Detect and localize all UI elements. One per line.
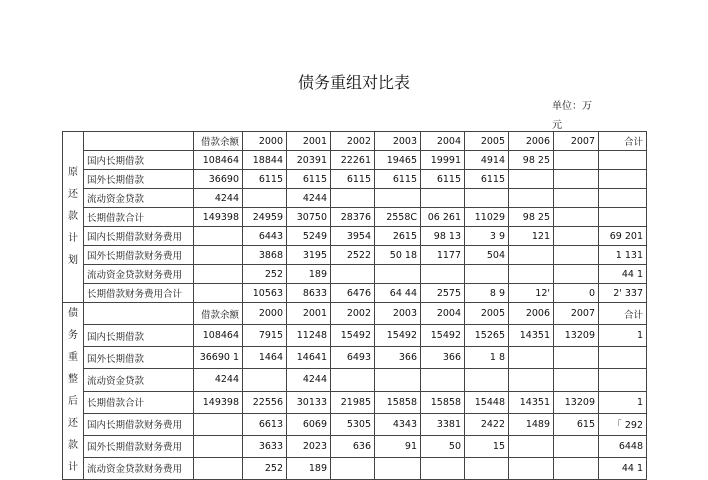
table-cell: [421, 265, 465, 284]
table-cell: 5249: [287, 227, 331, 246]
header-cell: 借款余额: [194, 132, 243, 151]
table-cell: 366: [421, 347, 465, 369]
header-cell: 合计: [599, 132, 647, 151]
table-cell: 3868: [243, 246, 287, 265]
table-cell: 6115: [375, 170, 421, 189]
table-cell: 6493: [331, 347, 375, 369]
table-cell: 504: [465, 246, 509, 265]
header-cell: 2003: [375, 132, 421, 151]
header-cell: 2004: [421, 303, 465, 325]
table-cell: [554, 369, 599, 391]
table-cell: 1464: [243, 347, 287, 369]
table-cell: 13209: [554, 391, 599, 413]
table-cell: [554, 189, 599, 208]
row-label: 国外长期借款: [84, 170, 194, 189]
table-row: [63, 413, 647, 435]
table-cell: [331, 457, 375, 479]
table-cell: 3381: [421, 413, 465, 435]
table-cell: 19465: [375, 151, 421, 170]
table-row: [63, 227, 647, 246]
table-row: [63, 435, 647, 457]
table-cell: 8633: [287, 284, 331, 303]
header-cell: 2007: [554, 132, 599, 151]
header-cell: 2002: [331, 303, 375, 325]
table-cell: 98 25: [509, 151, 554, 170]
table-cell: [375, 369, 421, 391]
table-cell: [509, 246, 554, 265]
table-row: [63, 246, 647, 265]
table-cell: 15858: [421, 391, 465, 413]
header-cell: 2002: [331, 132, 375, 151]
table-cell: 0: [554, 284, 599, 303]
table-cell: 50 18: [375, 246, 421, 265]
table-cell: [554, 265, 599, 284]
table-cell: 12': [509, 284, 554, 303]
row-label: 流动资金贷款: [84, 369, 194, 391]
row-label: 国外长期借款财务费用: [84, 246, 194, 265]
table-cell: 149398: [194, 391, 243, 413]
table-cell: 4244: [287, 189, 331, 208]
table-cell: [554, 246, 599, 265]
table-cell: [331, 369, 375, 391]
table-cell: [194, 284, 243, 303]
table-cell: [554, 227, 599, 246]
table-cell: 6115: [331, 170, 375, 189]
table-cell: 14641: [287, 347, 331, 369]
restructured-plan-table: [62, 302, 647, 480]
table-row: [63, 284, 647, 303]
table-cell: 1: [599, 325, 647, 347]
table-cell: 189: [287, 265, 331, 284]
header-cell: 2006: [509, 303, 554, 325]
table-cell: 6476: [331, 284, 375, 303]
table-cell: 15492: [421, 325, 465, 347]
table-cell: 149398: [194, 208, 243, 227]
table-cell: [421, 457, 465, 479]
table-row: [63, 265, 647, 284]
header-row: [63, 132, 647, 151]
table-cell: 11248: [287, 325, 331, 347]
table-cell: 6115: [421, 170, 465, 189]
table-cell: 22261: [331, 151, 375, 170]
table-cell: [421, 189, 465, 208]
table-cell: [509, 369, 554, 391]
original-plan-table: [62, 131, 647, 303]
table-row: [63, 369, 647, 391]
table-cell: 1489: [509, 413, 554, 435]
table-cell: 2422: [465, 413, 509, 435]
header-cell: 借款余额: [194, 303, 243, 325]
table-cell: [509, 189, 554, 208]
row-label: 流动资金贷款财务费用: [84, 265, 194, 284]
table-cell: 6613: [243, 413, 287, 435]
table-cell: 15265: [465, 325, 509, 347]
table-cell: 69 201: [599, 227, 647, 246]
table-cell: 366: [375, 347, 421, 369]
table-row: [63, 347, 647, 369]
table-cell: [331, 265, 375, 284]
row-label: 长期借款合计: [84, 208, 194, 227]
table-row: [63, 189, 647, 208]
table-cell: [599, 369, 647, 391]
table-cell: 636: [331, 435, 375, 457]
table-cell: 3195: [287, 246, 331, 265]
header-cell: 2003: [375, 303, 421, 325]
table-cell: [554, 457, 599, 479]
table-cell: 3633: [243, 435, 287, 457]
table-cell: [375, 189, 421, 208]
table-row: [63, 457, 647, 479]
table-cell: [194, 457, 243, 479]
table-cell: 64 44: [375, 284, 421, 303]
table-cell: 252: [243, 265, 287, 284]
table-cell: [509, 435, 554, 457]
table-cell: 22556: [243, 391, 287, 413]
table-cell: 24959: [243, 208, 287, 227]
table-cell: 2' 337: [599, 284, 647, 303]
table-cell: 18844: [243, 151, 287, 170]
table-cell: 1 8: [465, 347, 509, 369]
table-cell: [554, 208, 599, 227]
header-cell: 2001: [287, 303, 331, 325]
table-cell: [194, 265, 243, 284]
table-cell: [421, 369, 465, 391]
table-cell: [599, 189, 647, 208]
row-label: 国内长期借款财务费用: [84, 413, 194, 435]
table-cell: 10563: [243, 284, 287, 303]
table-cell: 1 131: [599, 246, 647, 265]
row-label: 长期借款合计: [84, 391, 194, 413]
table-cell: 2575: [421, 284, 465, 303]
header-cell: 2007: [554, 303, 599, 325]
table-cell: 2615: [375, 227, 421, 246]
table-cell: 14351: [509, 325, 554, 347]
table-cell: [465, 265, 509, 284]
table-cell: 36690 1: [194, 347, 243, 369]
table-cell: 7915: [243, 325, 287, 347]
table-row: [63, 151, 647, 170]
table-cell: 21985: [331, 391, 375, 413]
header-cell: 2000: [243, 132, 287, 151]
table-cell: 108464: [194, 325, 243, 347]
header-row: [63, 303, 647, 325]
table-cell: 6115: [287, 170, 331, 189]
table-cell: 1177: [421, 246, 465, 265]
table-cell: 28376: [331, 208, 375, 227]
table-cell: [331, 189, 375, 208]
table-cell: [243, 189, 287, 208]
table-cell: [465, 457, 509, 479]
header-blank: [84, 132, 194, 151]
table-cell: 189: [287, 457, 331, 479]
table-cell: 5305: [331, 413, 375, 435]
table-cell: [243, 369, 287, 391]
table-cell: 4244: [194, 189, 243, 208]
table-cell: 2522: [331, 246, 375, 265]
table-cell: 6443: [243, 227, 287, 246]
table-cell: [509, 457, 554, 479]
table-cell: 98 13: [421, 227, 465, 246]
table-cell: 11029: [465, 208, 509, 227]
table-cell: [194, 246, 243, 265]
table-cell: 2023: [287, 435, 331, 457]
table-cell: 30133: [287, 391, 331, 413]
row-label: 国外长期借款: [84, 347, 194, 369]
table-cell: 15492: [331, 325, 375, 347]
table-cell: 6448: [599, 435, 647, 457]
row-label: 国内长期借款: [84, 325, 194, 347]
row-label: 流动资金贷款财务费用: [84, 457, 194, 479]
table-row: [63, 170, 647, 189]
table-cell: [554, 435, 599, 457]
table-cell: [194, 435, 243, 457]
table-cell: [509, 170, 554, 189]
table-cell: 252: [243, 457, 287, 479]
side-label: 原 还 款 计 划: [63, 132, 84, 303]
table-cell: 2558C: [375, 208, 421, 227]
table-cell: [509, 265, 554, 284]
row-label: 国外长期借款财务费用: [84, 435, 194, 457]
table-cell: 4914: [465, 151, 509, 170]
table-cell: 6115: [243, 170, 287, 189]
document-title: 债务重组对比表: [297, 73, 410, 92]
table-cell: [465, 189, 509, 208]
header-cell: 2004: [421, 132, 465, 151]
table-cell: 36690: [194, 170, 243, 189]
row-label: 国内长期借款: [84, 151, 194, 170]
table-cell: 20391: [287, 151, 331, 170]
table-cell: [509, 347, 554, 369]
table-cell: [554, 151, 599, 170]
table-cell: 30750: [287, 208, 331, 227]
table-cell: 44 1: [599, 265, 647, 284]
header-blank: [84, 303, 194, 325]
table-cell: 44 1: [599, 457, 647, 479]
table-cell: 615: [554, 413, 599, 435]
header-cell: 2000: [243, 303, 287, 325]
table-cell: 121: [509, 227, 554, 246]
table-cell: [599, 170, 647, 189]
header-cell: 2005: [465, 132, 509, 151]
table-row: [63, 325, 647, 347]
table-cell: 19991: [421, 151, 465, 170]
table-cell: 3954: [331, 227, 375, 246]
table-cell: 1: [599, 391, 647, 413]
table-cell: [599, 208, 647, 227]
table-cell: 4244: [287, 369, 331, 391]
table-cell: 6069: [287, 413, 331, 435]
table-cell: [194, 227, 243, 246]
header-cell: 2006: [509, 132, 554, 151]
table-cell: [554, 347, 599, 369]
table-cell: 4343: [375, 413, 421, 435]
table-cell: 15858: [375, 391, 421, 413]
table-cell: [554, 170, 599, 189]
table-cell: 98 25: [509, 208, 554, 227]
table-cell: [375, 265, 421, 284]
header-cell: 合计: [599, 303, 647, 325]
unit-label: 单位：万元: [552, 101, 592, 131]
row-label: 流动资金贷款: [84, 189, 194, 208]
table-cell: 14351: [509, 391, 554, 413]
table-cell: 50: [421, 435, 465, 457]
header-cell: 2001: [287, 132, 331, 151]
table-cell: [375, 457, 421, 479]
side-label: 债 务 重 整 后 还 款 计: [63, 303, 84, 480]
header-cell: 2005: [465, 303, 509, 325]
table-cell: 15448: [465, 391, 509, 413]
table-cell: 8 9: [465, 284, 509, 303]
table-cell: [194, 413, 243, 435]
table-cell: 4244: [194, 369, 243, 391]
table-cell: [599, 151, 647, 170]
row-label: 长期借款财务费用合计: [84, 284, 194, 303]
table-cell: 6115: [465, 170, 509, 189]
table-cell: 13209: [554, 325, 599, 347]
table-cell: 15: [465, 435, 509, 457]
table-row: [63, 391, 647, 413]
table-cell: 108464: [194, 151, 243, 170]
table-cell: 91: [375, 435, 421, 457]
row-label: 国内长期借款财务费用: [84, 227, 194, 246]
table-cell: 06 261: [421, 208, 465, 227]
table-cell: 15492: [375, 325, 421, 347]
table-cell: 3 9: [465, 227, 509, 246]
table-cell: 「 292: [599, 413, 647, 435]
table-cell: [599, 347, 647, 369]
table-row: [63, 208, 647, 227]
table-cell: [465, 369, 509, 391]
